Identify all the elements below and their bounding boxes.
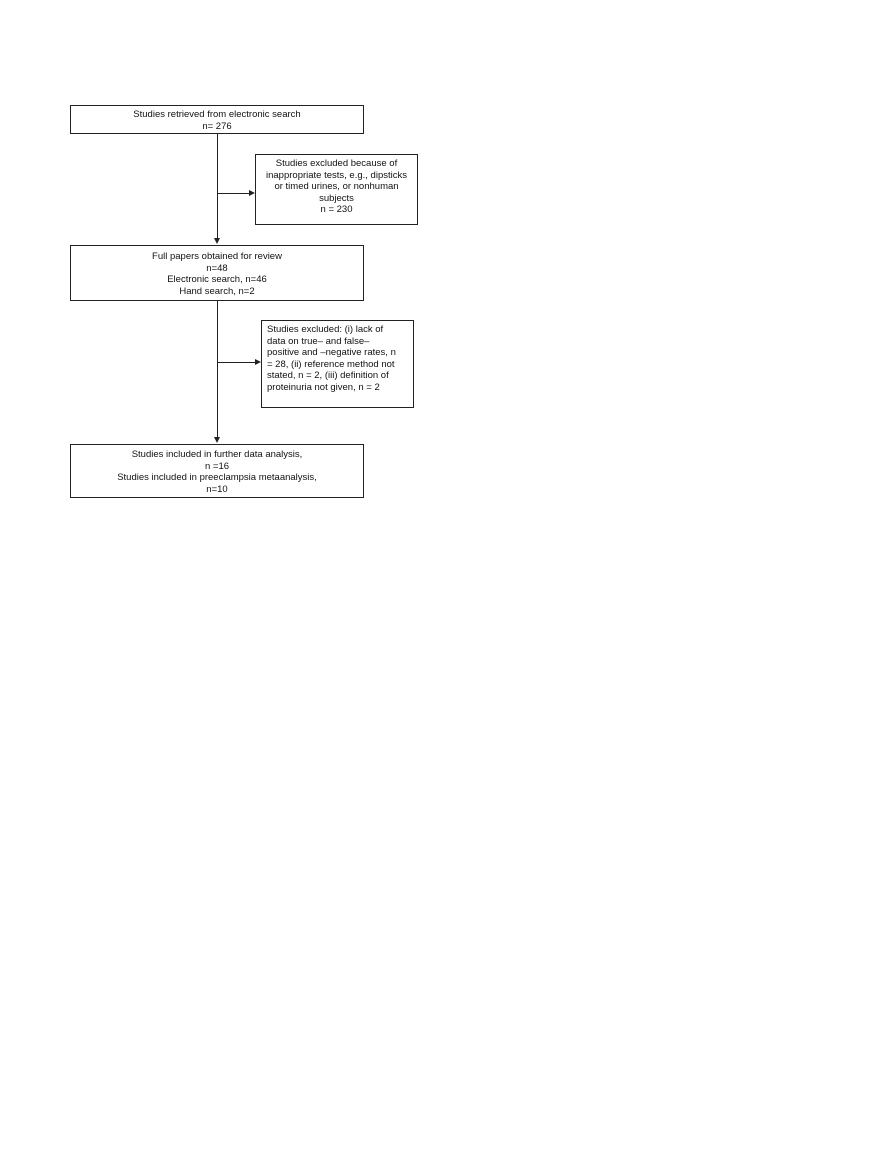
connector-to-box4 [217,362,255,363]
box-studies-retrieved-line-1: Studies retrieved from electronic search [133,109,301,120]
box-studies-included-line-4: n=10 [206,483,228,495]
box-full-papers-line-3: Electronic search, n=46 [167,274,267,285]
box-excluded-tests-line-3: or timed urines, or nonhuman [274,181,399,192]
box-excluded-data-line-2: data on true– and false– [267,335,370,347]
box-excluded-data-line-3: positive and –negative rates, n [267,347,396,358]
box-studies-excluded-data [261,320,414,408]
box-excluded-data-line-4: = 28, (ii) reference method not [267,358,395,370]
box-studies-included-line-3: Studies included in preeclampsia metaanalysis, [117,472,317,483]
box-excluded-data-line-5: stated, n = 2, (iii) definition of [267,370,389,381]
box-full-papers-line-2: n=48 [206,262,228,274]
box-studies-included-line-1: Studies included in further data analysis, [131,449,303,460]
box-studies-retrieved-line-2: n= 276 [202,120,232,132]
box-studies-excluded-tests [255,154,418,225]
box-excluded-tests-line-4: subjects [319,192,354,204]
box-studies-included-line-2: n =16 [204,460,230,472]
arrowhead-to-box3 [214,238,220,244]
box-excluded-tests-line-1: Studies excluded because of [275,158,398,169]
box-full-papers-line-1: Full papers obtained for review [152,251,282,262]
arrowhead-to-box5 [214,437,220,443]
connector-box1-box3 [217,134,218,238]
box-excluded-tests-line-2: inappropriate tests, e.g., dipsticks [266,169,407,181]
connector-box3-box5 [217,301,218,437]
box-studies-retrieved [70,105,364,134]
box-studies-included [70,444,364,498]
box-excluded-data-line-1: Studies excluded: (i) lack of [267,324,384,335]
connector-to-box2 [217,193,249,194]
box-full-papers-line-4: Hand search, n=2 [179,285,255,297]
box-excluded-data-line-6: proteinuria not given, n = 2 [267,381,380,393]
box-full-papers [70,245,364,301]
box-excluded-tests-line-5: n = 230 [320,204,353,215]
